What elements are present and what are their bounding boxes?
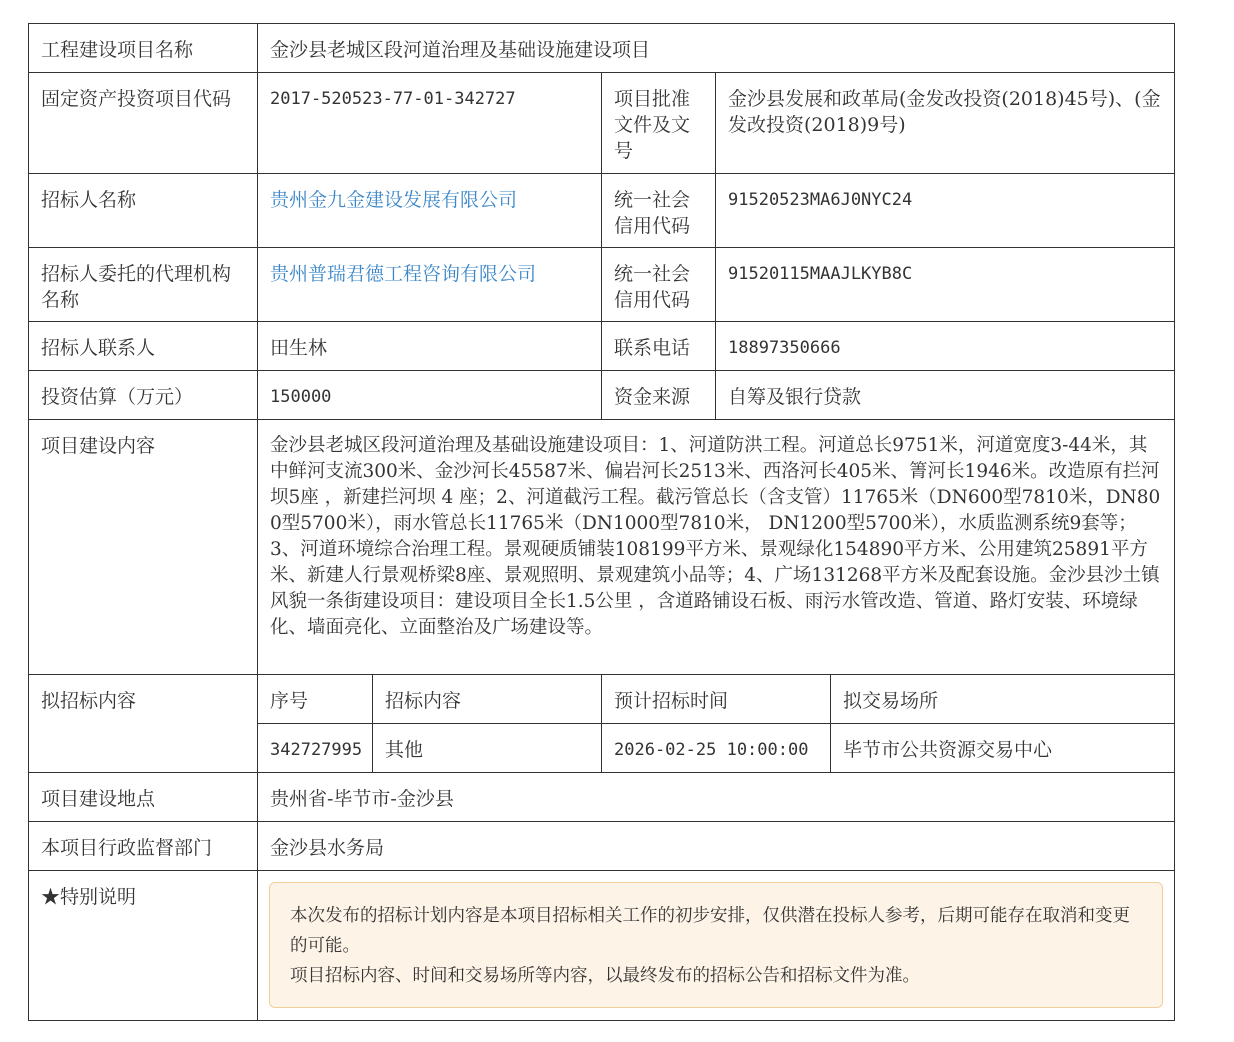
tenderer-label: 招标人名称 — [29, 174, 258, 248]
row-construction-content — [29, 420, 1175, 675]
supervisor-value: 金沙县水务局 — [258, 822, 1175, 871]
tenderer-credit-label: 统一社会信用代码 — [602, 174, 716, 248]
row-special-note — [29, 871, 1175, 1021]
supervisor-label: 本项目行政监督部门 — [29, 822, 258, 871]
row-tenderer — [29, 174, 1175, 248]
col-header-content: 招标内容 — [373, 675, 602, 724]
project-name-value: 金沙县老城区段河道治理及基础设施建设项目 — [258, 24, 1175, 73]
construction-content-label: 项目建设内容 — [29, 420, 258, 675]
planned-tender-label: 拟招标内容 — [29, 675, 258, 773]
agent-credit-label: 统一社会信用代码 — [602, 248, 716, 322]
row-supervisor — [29, 822, 1175, 871]
project-name-label: 工程建设项目名称 — [29, 24, 258, 73]
location-value: 贵州省-毕节市-金沙县 — [258, 773, 1175, 822]
row-project-name — [29, 24, 1175, 73]
tender-item-venue: 毕节市公共资源交易中心 — [831, 724, 1175, 773]
fixed-asset-code-value: 2017-520523-77-01-342727 — [258, 73, 602, 174]
contact-value: 田生林 — [258, 322, 602, 371]
special-note-label: ★特别说明 — [29, 871, 258, 1021]
special-note-line-2: 项目招标内容、时间和交易场所等内容，以最终发布的招标公告和招标文件为准。 — [290, 966, 920, 986]
row-fixed-asset-code — [29, 73, 1175, 174]
location-label: 项目建设地点 — [29, 773, 258, 822]
fixed-asset-code-label: 固定资产投资项目代码 — [29, 73, 258, 174]
approval-doc-value: 金沙县发展和政革局(金发改投资(2018)45号)、(金发改投资(2018)9号) — [716, 73, 1175, 174]
row-planned-tender-header — [29, 675, 1175, 724]
row-contact — [29, 322, 1175, 371]
row-location — [29, 773, 1175, 822]
agent-cell — [258, 248, 602, 322]
col-header-venue: 拟交易场所 — [831, 675, 1175, 724]
agent-link[interactable]: 贵州普瑞君德工程咨询有限公司 — [270, 263, 537, 285]
tenderer-credit-value: 91520523MA6J0NYC24 — [716, 174, 1175, 248]
phone-label: 联系电话 — [602, 322, 716, 371]
row-agent — [29, 248, 1175, 322]
col-header-no: 序号 — [258, 675, 373, 724]
agent-credit-value: 91520115MAAJLKYB8C — [716, 248, 1175, 322]
funds-source-value: 自筹及银行贷款 — [716, 371, 1175, 420]
approval-doc-label: 项目批准文件及文号 — [602, 73, 716, 174]
funds-source-label: 资金来源 — [602, 371, 716, 420]
tenderer-cell — [258, 174, 602, 248]
contact-label: 招标人联系人 — [29, 322, 258, 371]
investment-label: 投资估算（万元） — [29, 371, 258, 420]
tender-plan-table — [28, 23, 1175, 1021]
construction-content-value: 金沙县老城区段河道治理及基础设施建设项目：1、河道防洪工程。河道总长9751米，河道宽度3-44米，其中鲜河支流300米、金沙河长45587米、偏岩河长2513米、西洛河长405米、箐河长1946米。改造原有拦河坝5座 ，新建拦河坝 4 座；2、河道截污工程。截污管总长（含支管）11765米（DN600型7810米，DN800型5700米），雨水管总长11765米（DN1000型7810米， DN1200型5700米），水质监测系统9套等；3、河道环境综合治理工程。景观硬质铺装108199平方米、景观绿化154890平方米、公用建筑25891平方米、新建人行景观桥梁8座、景观照明、景观建筑小品等；4、广场131268平方米及配套设施。金沙县沙土镇风貌一条街建设项目：建设项目全长1.5公里 ，含道路铺设石板、雨污水管改造、管道、路灯安装、环境绿化、墙面亮化、立面整治及广场建设等。 — [258, 420, 1175, 675]
tender-item-time: 2026-02-25 10:00:00 — [602, 724, 831, 773]
special-note-box — [269, 882, 1163, 1008]
investment-value: 150000 — [258, 371, 602, 420]
special-note-line-1: 本次发布的招标计划内容是本项目招标相关工作的初步安排，仅供潜在投标人参考，后期可能存在取消和变更的可能。 — [290, 906, 1130, 956]
special-note-cell — [258, 871, 1175, 1021]
tender-item-no: 342727995 — [258, 724, 373, 773]
row-investment — [29, 371, 1175, 420]
col-header-time: 预计招标时间 — [602, 675, 831, 724]
phone-value: 18897350666 — [716, 322, 1175, 371]
tender-item-content: 其他 — [373, 724, 602, 773]
tenderer-link[interactable]: 贵州金九金建设发展有限公司 — [270, 189, 518, 211]
agent-label: 招标人委托的代理机构名称 — [29, 248, 258, 322]
